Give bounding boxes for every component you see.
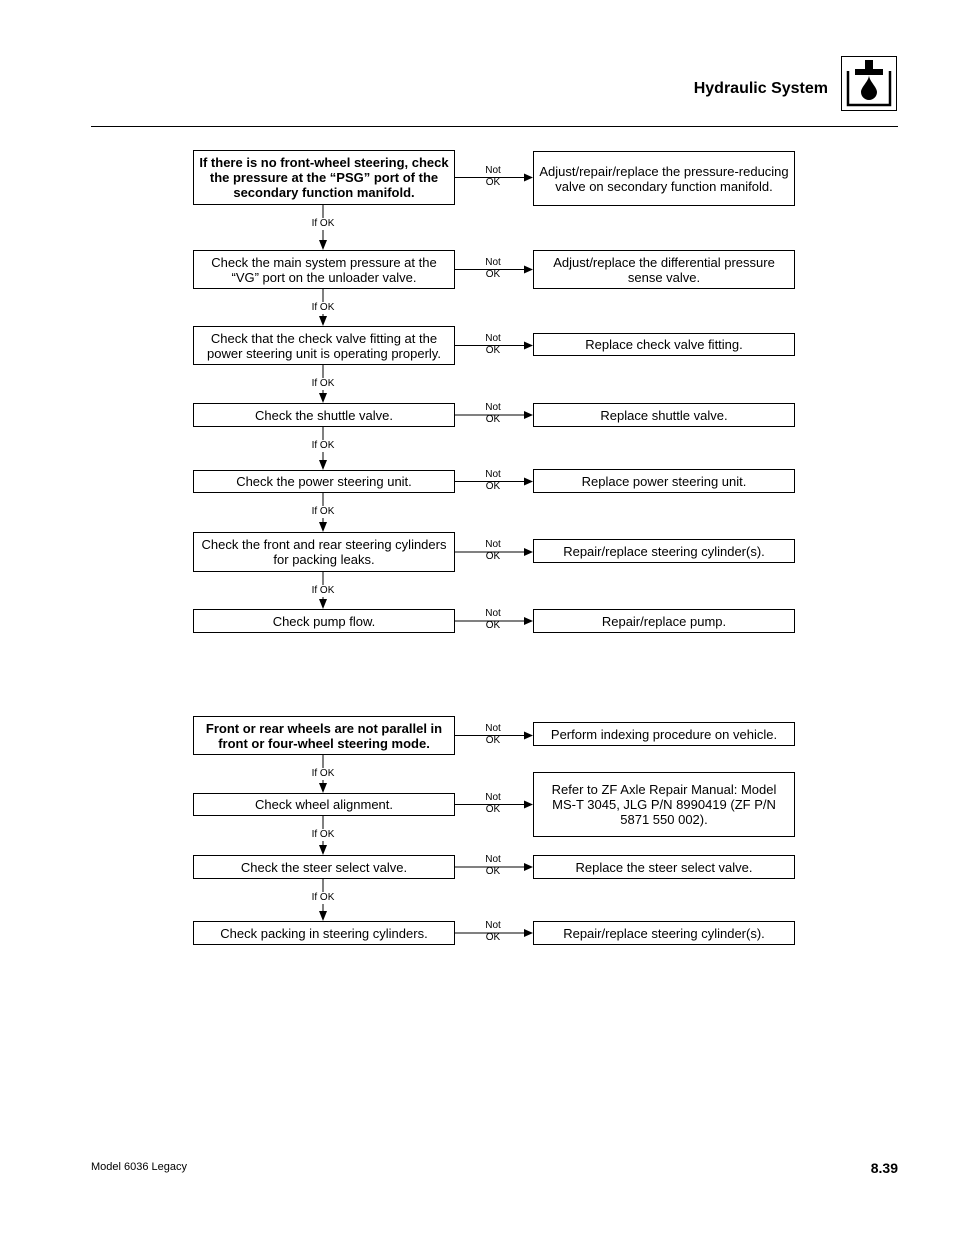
flowchart1-check-box: Check the power steering unit. <box>193 470 455 493</box>
flowchart2-arrowhead <box>524 732 533 740</box>
flowchart2-not-ok-label <box>478 723 508 747</box>
flowchart1-arrowhead <box>524 478 533 486</box>
flowchart1-action-box: Replace shuttle valve. <box>533 403 795 427</box>
flowchart1-if-ok-label: If OK <box>303 585 343 597</box>
flowchart2-arrowhead <box>524 863 533 871</box>
flowchart1-arrowhead <box>319 460 327 470</box>
flowchart1-arrowhead <box>524 174 533 182</box>
flowchart2-not-ok-label <box>478 920 508 944</box>
flowchart1-arrowhead <box>524 617 533 625</box>
flowchart1-check-box: Check that the check valve fitting at the power steering unit is operating properly. <box>193 326 455 365</box>
flowchart1-not-ok-label <box>478 165 508 189</box>
flowchart2-if-ok-label: If OK <box>303 768 343 780</box>
flowchart2-action-box: Replace the steer select valve. <box>533 855 795 879</box>
flowchart1-not-ok-label <box>478 539 508 563</box>
not-text: Not <box>485 332 501 344</box>
flowchart2-check-box: Check the steer select valve. <box>193 855 455 879</box>
not-text: Not <box>485 468 501 480</box>
flowchart1-not-ok-label <box>478 402 508 426</box>
flowchart2-action-box: Perform indexing procedure on vehicle. <box>533 722 795 746</box>
flowchart2-if-ok-label: If OK <box>303 829 343 841</box>
flowchart1-arrowhead <box>319 316 327 326</box>
not-text: Not <box>485 164 501 176</box>
flowchart1-check-box: Check the front and rear steering cylinders for packing leaks. <box>193 532 455 572</box>
flowchart1-if-ok-label: If OK <box>303 506 343 518</box>
flowchart1-action-box: Adjust/replace the differential pressure sense valve. <box>533 250 795 289</box>
ok-text: OK <box>485 344 501 356</box>
flowchart2-check-box: Check packing in steering cylinders. <box>193 921 455 945</box>
flowchart1-action-box: Replace power steering unit. <box>533 469 795 493</box>
flowchart1-action-box: Adjust/repair/replace the pressure-reducing valve on secondary function manifold. <box>533 151 795 206</box>
flowchart1-if-ok-label: If OK <box>303 378 343 390</box>
not-text: Not <box>485 854 501 865</box>
flowchart1-not-ok-label <box>478 469 508 493</box>
page-number: 8.39 <box>870 1160 898 1176</box>
ok-text: OK <box>485 932 501 943</box>
footer-model: Model 6036 Legacy <box>91 1161 188 1173</box>
not-text: Not <box>485 920 501 931</box>
flowchart1-arrowhead <box>319 240 327 250</box>
flowchart2-action-box: Repair/replace steering cylinder(s). <box>533 921 795 945</box>
ok-text: OK <box>485 620 501 631</box>
flowchart2-arrowhead <box>524 801 533 809</box>
flowchart2-action-box: Refer to ZF Axle Repair Manual: Model MS-T 3045, JLG P/N 8990419 (ZF P/N 5871 550 002). <box>533 772 795 837</box>
flowchart2-arrowhead <box>319 911 327 921</box>
ok-text: OK <box>485 414 501 425</box>
flowchart1-not-ok-label <box>478 608 508 632</box>
flowchart1-if-ok-label: If OK <box>303 440 343 452</box>
flowchart1-if-ok-label: If OK <box>303 218 343 230</box>
section-title: Hydraulic System <box>693 80 828 97</box>
ok-text: OK <box>485 551 501 562</box>
flowchart1-action-box: Replace check valve fitting. <box>533 333 795 356</box>
flowchart1-arrowhead <box>319 599 327 609</box>
flowchart1-not-ok-label <box>478 333 508 357</box>
not-text: Not <box>485 608 501 619</box>
not-text: Not <box>485 402 501 413</box>
flowchart2-not-ok-label <box>478 792 508 816</box>
not-text: Not <box>485 722 501 734</box>
flowchart2-if-ok-label: If OK <box>303 892 343 904</box>
flowchart2-arrowhead <box>319 783 327 793</box>
ok-text: OK <box>485 866 501 877</box>
ok-text: OK <box>485 268 501 280</box>
flowchart2-not-ok-label <box>478 854 508 878</box>
not-text: Not <box>485 539 501 550</box>
flowchart2-check-box: Check wheel alignment. <box>193 793 455 816</box>
flowchart2-arrowhead <box>524 929 533 937</box>
flowchart1-check-box: Check pump flow. <box>193 609 455 633</box>
flowchart1-arrowhead <box>319 393 327 403</box>
flowchart1-check-box: If there is no front-wheel steering, check the pressure at the “PSG” port of the secondary function manifold. <box>193 150 455 205</box>
header-divider <box>91 126 898 127</box>
ok-text: OK <box>485 480 501 492</box>
flowchart1-not-ok-label <box>478 257 508 281</box>
flowchart1-action-box: Repair/replace pump. <box>533 609 795 633</box>
flowchart1-arrowhead <box>524 342 533 350</box>
flowchart1-arrowhead <box>524 266 533 274</box>
not-text: Not <box>485 256 501 268</box>
not-text: Not <box>485 791 501 803</box>
ok-text: OK <box>485 734 501 746</box>
flowchart1-check-box: Check the shuttle valve. <box>193 403 455 427</box>
hydraulic-oil-drop-icon <box>841 56 897 111</box>
flowchart2-check-box: Front or rear wheels are not parallel in front or four-wheel steering mode. <box>193 716 455 755</box>
ok-text: OK <box>485 803 501 815</box>
flowchart1-if-ok-label: If OK <box>303 302 343 314</box>
flowchart1-arrowhead <box>524 411 533 419</box>
flowchart1-arrowhead <box>524 548 533 556</box>
ok-text: OK <box>485 176 501 188</box>
flowchart1-check-box: Check the main system pressure at the “VG” port on the unloader valve. <box>193 250 455 289</box>
flowchart1-arrowhead <box>319 522 327 532</box>
flowchart2-arrowhead <box>319 845 327 855</box>
flowchart1-action-box: Repair/replace steering cylinder(s). <box>533 539 795 563</box>
